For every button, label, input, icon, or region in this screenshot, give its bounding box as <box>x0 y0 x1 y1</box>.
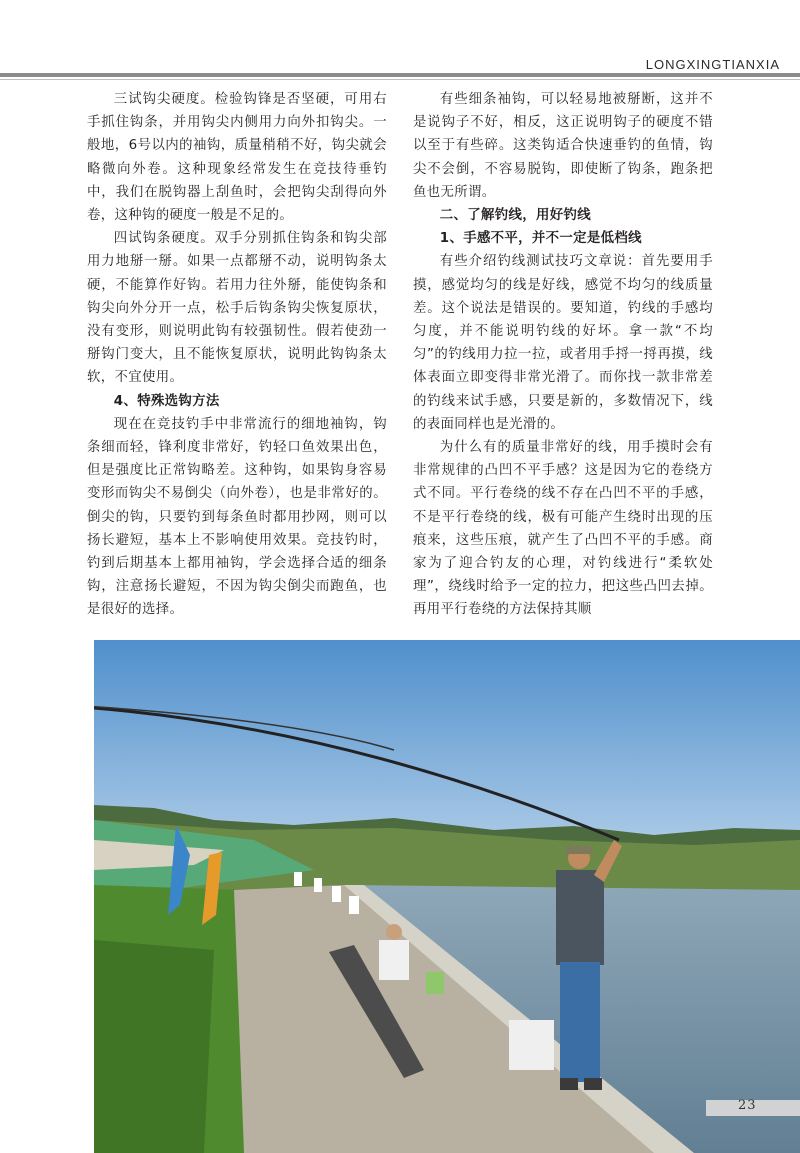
chapter-heading: 二、了解钓线，用好钓线 <box>439 208 591 224</box>
fishing-competition-photo <box>94 640 800 1153</box>
section-heading: 4、特殊选钩方法 <box>113 393 220 409</box>
header-rule-thin <box>0 79 800 80</box>
paragraph: 四试钩条硬度。双手分别抓住钩条和钩尖部用力地掰一掰。如果一点都掰不动，说明钩条太硬，不能算作好钩。若用力往外掰，能使钩条和钩尖向外分开一点，松手后钩条钩尖恢复原状，没有变形，则说明此钩有较强韧性。假若使劲一掰钩门变大，且不能恢复原状，说明此钩钩条太软，不宜使用。 <box>87 231 387 386</box>
page-number: 23 <box>738 1098 757 1113</box>
paragraph: 有些细条袖钩，可以轻易地被掰断，这并不是说钩子不好，相反，这正说明钩子的硬度不错以至于有些碎。这类钩适合快速垂钓的鱼情，钩尖不会倒，不容易脱钩，即使断了钩条，跑条把鱼也无所谓。 <box>413 92 713 200</box>
photo-illustration <box>94 640 800 1153</box>
header-rule <box>0 73 800 77</box>
magazine-name: LONGXINGTIANXIA <box>645 57 780 72</box>
paragraph: 有些介绍钓线测试技巧文章说：首先要用手摸，感觉均匀的线是好线，感觉不均匀的线质量差。这个说法是错误的。要知道，钓线的手感均匀度，并不能说明钓线的好坏。拿一款“不均匀”的钓线用力拉一拉，或者用手捋一捋再摸，线体表面立即变得非常光滑了。而你找一款非常差的钓线来试手感，只要是新的，多数情况下，线的表面同样也是光滑的。 <box>413 254 713 432</box>
left-column <box>87 88 387 622</box>
right-column <box>413 88 713 622</box>
paragraph: 现在在竞技钓手中非常流行的细地袖钩，钩条细而轻，锋利度非常好，钓轻口鱼效果出色，但是强度比正常钩略差。这种钩，如果钩身容易变形而钩尖不易倒尖（向外卷），也是非常好的。倒尖的钩，只要钓到每条鱼时都用抄网，则可以扬长避短，基本上不影响使用效果。竞技钓时，钓到后期基本上都用袖钩，学会选择合适的细条钩，注意扬长避短，不因为钩尖倒尖而跑鱼，也是很好的选择。 <box>87 416 387 618</box>
paragraph: 三试钩尖硬度。检验钩锋是否坚硬，可用右手抓住钩条，并用钩尖内侧用力向外扣钩尖。一般地，6号以内的袖钩，质量稍稍不好，钩尖就会略微向外卷。这种现象经常发生在竞技待垂钓中，我们在脱钩器上刮鱼时，会把钩尖刮得向外卷，这种钩的硬度一般是不足的。 <box>87 92 387 224</box>
paragraph: 为什么有的质量非常好的线，用手摸时会有非常规律的凸凹不平手感？这是因为它的卷绕方式不同。平行卷绕的线不存在凸凹不平的手感，不是平行卷绕的线，极有可能产生绕时出现的压痕来，这些压痕，就产生了凸凹不平的手感。商家为了迎合钓友的心理，对钓线进行“柔软处理”，绕线时给予一定的拉力，把这些凸凹去掉。再用平行卷绕的方法保持其顺 <box>413 440 713 618</box>
section-heading: 1、手感不平，并不一定是低档线 <box>439 231 642 247</box>
